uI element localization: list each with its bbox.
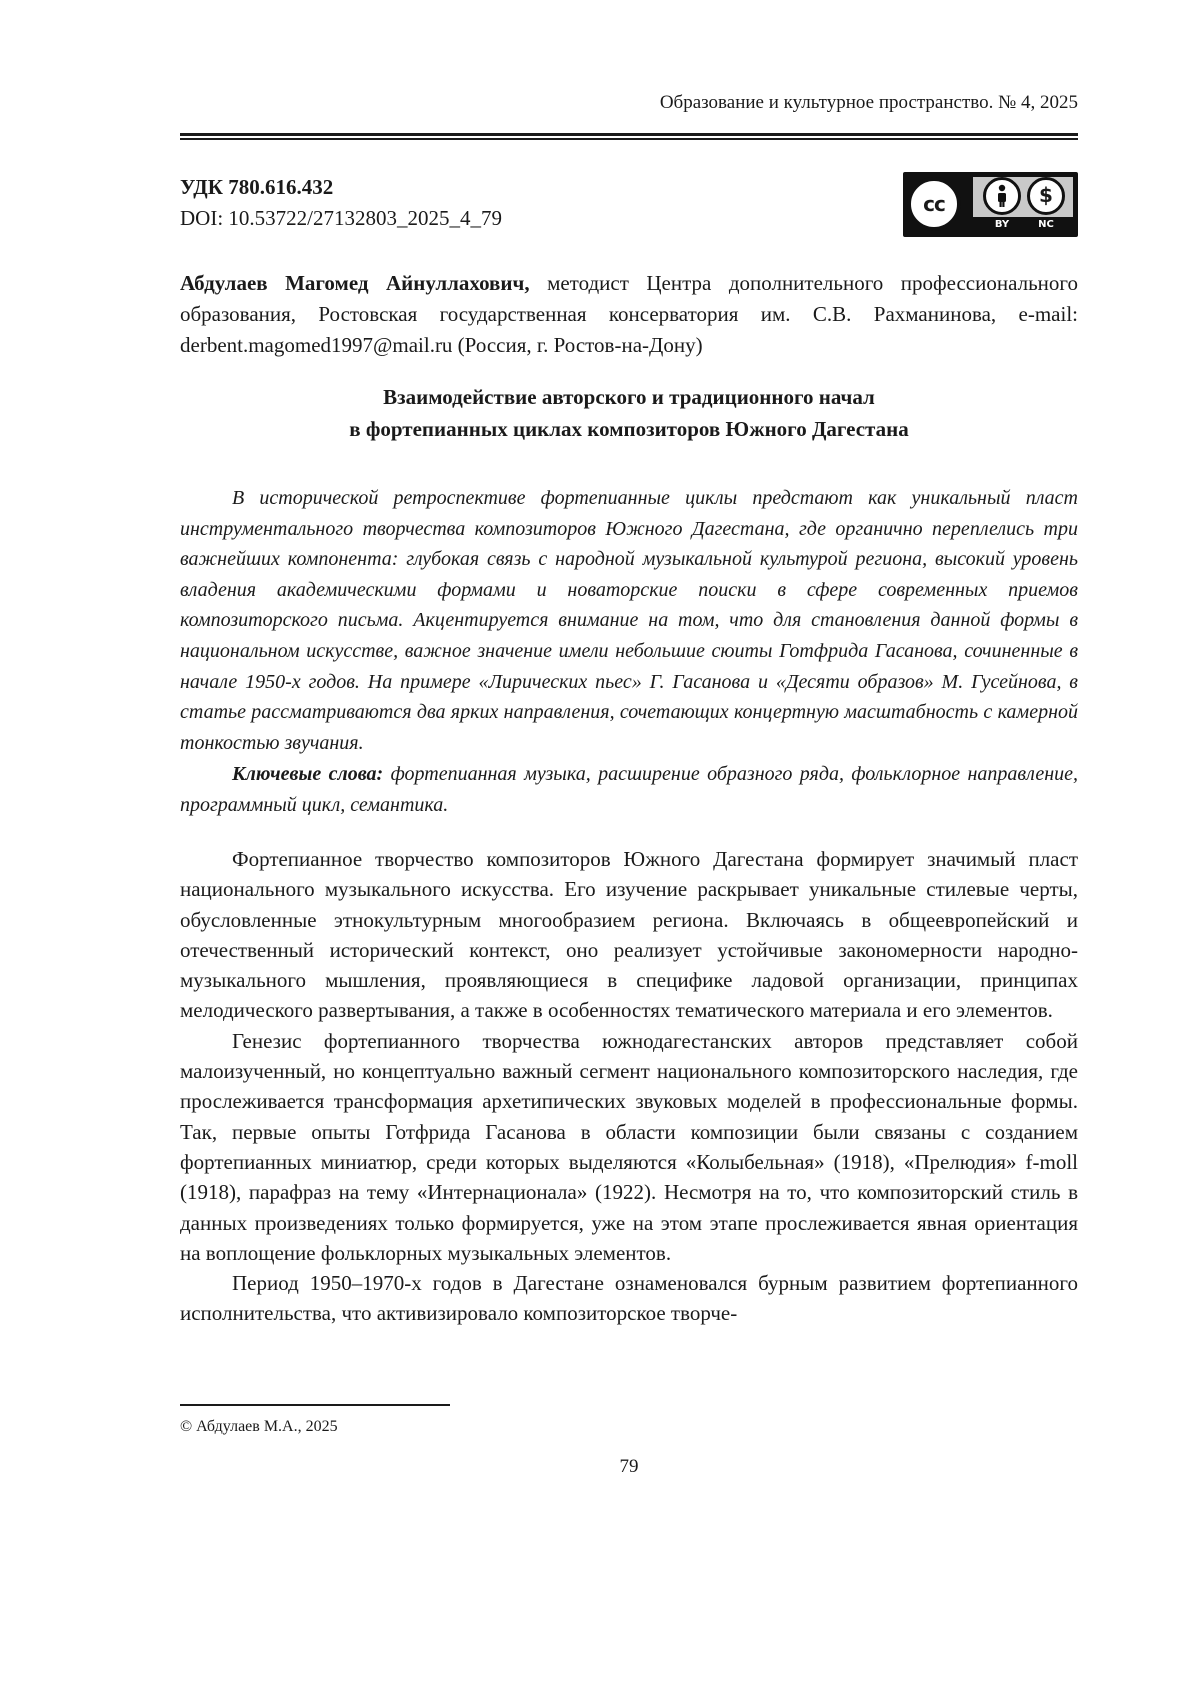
running-head: Образование и культурное пространство. № 4, 2025 — [659, 92, 1078, 113]
article-title-line-2: в фортепианных циклах композиторов Южного Дагестана — [349, 417, 909, 441]
by-label: BY — [994, 219, 1010, 230]
header-rule-thick — [180, 133, 1078, 136]
abstract: В исторической ретроспективе фортепианные циклы предстают как уникальный пласт инструментального творчества композиторов Южного Дагестана, где органично переплелись три важнейших компонента: глубокая связь с народной музыкальной культурой региона, высокий уровень владения академическими формами и новаторские поиски в сфере современных приемов композиторского письма. Акцентируется внимание на том, что для становления данной формы в национальном искусстве, важное значение имели небольшие сюиты Готфрида Гасанова, сочиненные в начале 1950-х годов. На примере «Лирических пьес» Г. Гасанова и «Десяти образов» М. Гусейнова, в статье рассматриваются два ярких направления, сочетающих концертную масштабность с камерной тонкостью звучания. — [180, 487, 1078, 754]
keywords-text: фортепианная музыка, расширение образного ряда, фольклорное направление, программный цикл, семантика. — [180, 763, 1078, 816]
person-glyph-icon — [986, 180, 1018, 212]
author-name: Абдулаев Магомед Айнуллахович, — [180, 271, 530, 295]
doi-line: DOI: 10.53722/27132803_2025_4_79 — [180, 206, 502, 230]
keywords-label: Ключевые слова: — [232, 763, 384, 785]
attribution-person-icon — [983, 177, 1021, 215]
creative-commons-icon: cc — [907, 177, 961, 231]
body-paragraph: Фортепианное творчество композиторов Южного Дагестана формирует значимый пласт национального музыкального искусства. Его изучение раскрывает уникальные стилевые черты, обусловленные этнокультурным многообразием региона. Включаясь в общеевропейский и отечественный исторический контекст, оно реализует устойчивые закономерности народно-музыкального мышления, проявляющиеся в специфике ладовой организации, принципах мелодического развертывания, а также в особенностях тематического материала и его элементов. — [180, 847, 1078, 1023]
article-body — [180, 844, 1078, 1329]
journal-page — [180, 0, 1078, 1698]
udc-code: УДК 780.616.432 — [180, 175, 334, 199]
nc-label: NC — [1038, 219, 1054, 230]
non-commercial-dollar-icon: $ — [1027, 177, 1065, 215]
keywords — [180, 759, 1078, 820]
header-double-rule — [180, 133, 1078, 140]
cc-by-nc-license-badge — [903, 172, 1078, 237]
header-rule-thin — [180, 138, 1078, 140]
body-paragraph: Период 1950–1970-х годов в Дагестане ознаменовался бурным развитием фортепианного исполнительства, что активизировало композиторское творче- — [180, 1271, 1078, 1326]
author-block — [180, 268, 1078, 361]
page-number: 79 — [619, 1456, 639, 1477]
footnote-rule — [180, 1404, 450, 1406]
article-title-line-1: Взаимодействие авторского и традиционного начал — [383, 385, 875, 409]
body-paragraph: Генезис фортепианного творчества южнодагестанских авторов представляет собой малоизученный, но концептуально важный сегмент национального композиторского наследия, где прослеживается трансформация архетипических звуковых моделей в профессиональные формы. Так, первые опыты Готфрида Гасанова в области композиции были связаны с созданием фортепианных миниатюр, среди которых выделяются «Колыбельная» (1918), «Прелюдия» f-moll (1918), парафраз на тему «Интернационала» (1922). Несмотря на то, что композиторский стиль в данных произведениях только формируется, уже на этом этапе прослеживается явная ориентация на воплощение фольклорных музыкальных элементов. — [180, 1028, 1078, 1265]
author-affiliation: методист Центра дополнительного профессионального образования, Ростовская государственная консерватория им. С.В. Рахманинова, e-mail: derbent.magomed1997@mail.ru (Россия, г. Ростов-на-Дону) — [180, 271, 1078, 357]
article-title — [180, 381, 1078, 445]
copyright-footnote: © Абдулаев М.А., 2025 — [180, 1418, 338, 1435]
